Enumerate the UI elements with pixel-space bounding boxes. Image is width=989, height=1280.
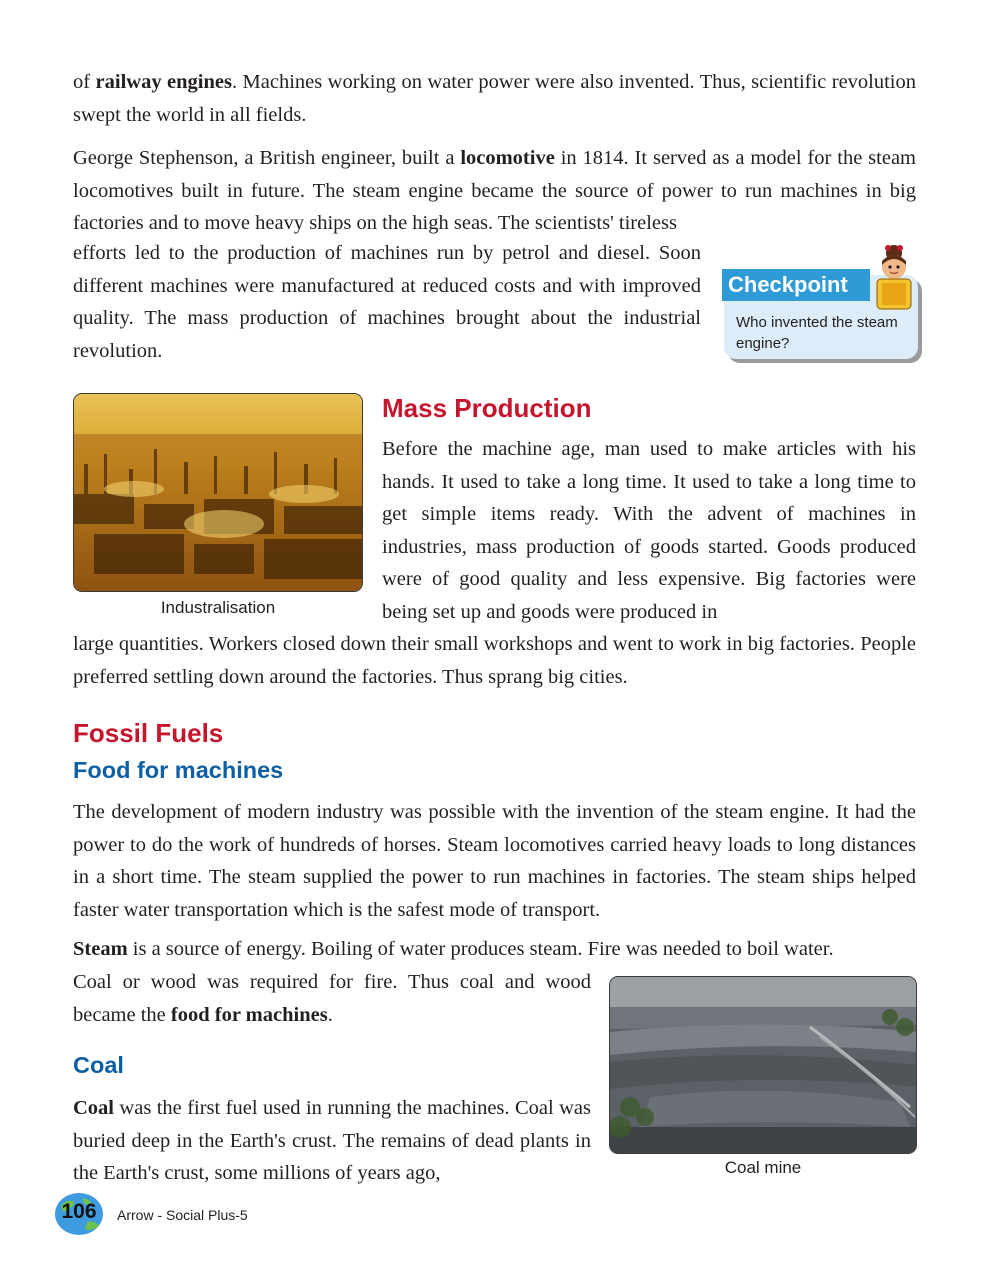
coal-mine-image	[609, 976, 917, 1154]
checkpoint-label: Checkpoint	[722, 269, 870, 301]
steam-paragraph: Steam is a source of energy. Boiling of water produces steam. Fire was needed to boil water.	[73, 938, 834, 960]
fossil-fuels-heading: Fossil Fuels	[73, 718, 224, 748]
checkpoint-box	[718, 265, 922, 363]
mass-production-heading: Mass Production	[382, 393, 592, 423]
industrialisation-image	[73, 393, 363, 592]
checkpoint-question: Who invented the steam engine?	[736, 314, 898, 352]
term-steam: Steam	[73, 938, 128, 960]
steam-paragraph-cont: Coal or wood was required for fire. Thus coal and wood became the food for machines.	[73, 971, 591, 1026]
coal-heading: Coal	[73, 1052, 124, 1078]
coal-mine-illustration	[610, 977, 917, 1154]
industrial-city-illustration	[74, 394, 363, 592]
stephenson-paragraph-cont: efforts led to the production of machines run by petrol and diesel. Soon different machines were manufactured at reduced costs and with improved quality. The mass production of machines brought about the industrial revolution.	[73, 242, 701, 362]
industrialisation-caption: Industralisation	[160, 598, 276, 617]
term-coal: Coal	[73, 1097, 114, 1119]
mass-production-paragraph: Before the machine age, man used to make articles with his hands. It used to take a long time. It used to take a long time to get simple items ready. With the advent of machines in industries, mass production of goods started. Goods produced were of good quality and less expensive. Big factories were being set up and goods were produced in	[382, 438, 916, 623]
book-title: Arrow - Social Plus-5	[117, 1207, 248, 1223]
coal-paragraph: Coal was the first fuel used in running the machines. Coal was buried deep in the Earth's crust. The remains of dead plants in the Earth's crust, some millions of years ago,	[73, 1097, 591, 1184]
intro-paragraph: of railway engines. Machines working on water power were also invented. Thus, scientific revolution swept the world in all fields.	[73, 71, 917, 126]
stephenson-paragraph: George Stephenson, a British engineer, built a locomotive in 1814. It served as a model for the steam locomotives built in future. The steam engine became the source of power to run machines in big factories and to move heavy ships on the high seas. The scientists' tireless	[73, 147, 916, 234]
food-for-machines-heading: Food for machines	[73, 757, 284, 783]
mass-production-paragraph-cont: large quantities. Workers closed down their small workshops and went to work in big factories. People preferred settling down around the factories. Thus sprang big cities.	[73, 633, 916, 688]
term-locomotive: locomotive	[460, 147, 555, 169]
coal-mine-caption: Coal mine	[724, 1158, 802, 1177]
fossil-fuels-paragraph: The development of modern industry was possible with the invention of the steam engine. It had the power to do the work of hundreds of horses. Steam locomotives carried heavy loads to long distances in a short time. The steam supplied the power to run machines in factories. The steam ships helped faster water transportation which is the safest mode of transport.	[73, 801, 916, 921]
term-food-for-machines: food for machines	[170, 1003, 328, 1026]
girl-mascot-icon	[868, 239, 920, 311]
term-railway-engines: railway engines	[95, 71, 232, 93]
page-number: 106	[61, 1200, 97, 1223]
